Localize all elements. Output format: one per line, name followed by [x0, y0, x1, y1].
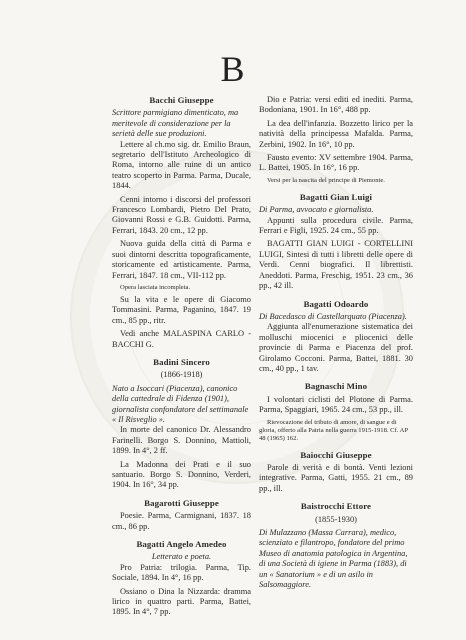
entry-heading: Badini Sincero	[153, 356, 210, 367]
entry-heading: Bagatti Gian Luigi	[299, 191, 373, 202]
entry-work: Fausto evento: XV settembre 1904. Parma, L. Battei, 1905. In 16°, 16 pp.	[259, 153, 413, 173]
entry-continuation	[259, 95, 413, 185]
entry-description: Di Parma, avvocato e giornalista.	[259, 205, 374, 215]
entry	[259, 192, 413, 292]
entry-heading: Bagarotti Giuseppe	[144, 497, 219, 508]
entry	[259, 299, 413, 375]
entry-work: Ossiano o Dina la Nizzarda: dramma lirico in quattro parti. Parma, Battei, 1895. In 4°, 7 pp.	[112, 586, 251, 617]
entry-work: Parole di verità e di bontà. Venti lezioni integrative. Parma, Gatti, 1955. 21 cm., 89 pp., ill.	[259, 462, 413, 493]
right-column	[259, 95, 413, 597]
entry-work: Aggiunta all'enumerazione sistematica dei molluschi miocenici e pliocenici delle provincie di Parma e Piacenza del prof. Girolamo Cocconi. Parma, Battei, 1881. 30 cm., 40 pp., 1 tav.	[259, 322, 413, 373]
entry-note: Opera lasciata incompleta.	[120, 283, 191, 291]
entry	[259, 501, 413, 590]
entry-heading: Baiocchi Giuseppe	[300, 449, 372, 460]
entry-work: Cenni intorno i discorsi del professori Francesco Lombardi, Pietro Del Prato, Giovanni Rossi e G.B. Guidotti. Parma, Ferrari, 1843. 20 cm., 12 pp.	[112, 194, 251, 235]
entry-work: Pro Patria: trilogia. Parma, Tip. Sociale, 1894. In 4°, 16 pp.	[112, 562, 251, 583]
entry-work: La Madonna dei Prati e il suo santuario. Borgo S. Donnino, Verderi, 1904. In 16°, 34 pp.	[112, 459, 251, 490]
entry	[259, 450, 413, 495]
entry	[112, 498, 251, 532]
entry-work: La dea dell'infanzia. Bozzetto lirico per la natività della principessa Mafalda. Parma, Zerbini, 1902. In 16°, 10 pp.	[259, 118, 413, 149]
entry-heading: Baistrocchi Ettore	[300, 501, 372, 512]
entry-work: In morte del canonico Dr. Alessandro Farinelli. Borgo S. Donnino, Mattioli, 1899. In 4°, 2 ff.	[112, 425, 251, 456]
entry-note: Versi per la nascita del principe di Piemonte.	[267, 176, 385, 184]
entry-work: Dio e Patria: versi editi ed inediti. Parma, Bodoniana, 1901. In 16°, 488 pp.	[259, 95, 413, 115]
entry-description: Scrittore parmigiano dimenticato, ma meritevole di considerazione per la serietà delle sue produzioni.	[112, 108, 239, 139]
entry-work: Appunti sulla procedura civile. Parma, Ferrari e Figli, 1925. 24 cm., 55 pp.	[259, 215, 413, 236]
entry-work: I volontari ciclisti del Plotone di Parma. Parma, Spaggiari, 1965. 24 cm., 53 pp., ill.	[259, 394, 413, 415]
entry	[112, 357, 251, 491]
entry-work: Su la vita e le opere di Giacomo Tommasini. Parma, Paganino, 1847. 19 cm., 85 pp., ritr.	[112, 294, 251, 325]
entry-work: Lettere al ch.mo sig. dr. Emilio Braun, segretario dell'Istituto Archeologico di Roma, intorno alle ruine di un antico teatro scoperto in Parma. Parma, Ducale, 1844.	[112, 139, 251, 191]
entry-dates: (1855-1930)	[315, 514, 357, 524]
entry	[112, 95, 251, 350]
entry-description: Di Mulazzano (Massa Carrara), medico, scienziato e filantropo, fondatore del primo Museo di anatomia patologica in Argentina, di una Società di igiene in Parma (1883), di un « Sanatorium » e di un asilo in Salsomaggiore.	[259, 528, 408, 590]
entry-cross-reference: Vedi anche MALASPINA CARLO - BACCHI G.	[112, 329, 251, 349]
entry-description: Di Bacedasco di Castellarquato (Piacenza).	[259, 311, 407, 321]
entry-work: Poesie. Parma, Carmignani, 1837. 18 cm., 86 pp.	[112, 511, 251, 531]
section-letter: B	[220, 49, 246, 89]
entry-description: Letterato e poeta.	[151, 552, 212, 562]
entry-heading: Bacchi Giuseppe	[149, 95, 214, 105]
entry	[259, 381, 413, 442]
entry-heading: Bagatti Angelo Amedeo	[136, 539, 227, 550]
entry-work: Nuova guida della città di Parma e suoi dintorni descritta topograficamente, storicamente ed artisticamente. Parma, Ferrari, 1847. 18 cm., VII-112 pp.	[112, 239, 251, 280]
entry-description: Nato a Isoccari (Piacenza), canonico della cattedrale di Fidenza (1901), giornalista confondatore del settimanale « Il Risveglio ».	[112, 383, 249, 424]
entry-work: BAGATTI GIAN LUIGI - CORTELLINI LUIGI, Sintesi di tutti i libretti delle opere di Verdi. Cenni biografici. Il librettisti. Aneddoti. Parma, Freschig, 1951. 23 cm., 36 pp., 42 ill.	[259, 239, 413, 291]
left-column	[112, 95, 251, 625]
entry-heading: Bagnaschi Mino	[304, 381, 368, 392]
entry	[112, 539, 251, 618]
entry-heading: Bagatti Odoardo	[303, 298, 369, 309]
entry-dates: (1866-1918)	[160, 370, 203, 380]
entry-note: Rievocazione del tributo di amore, di sangue e di gloria, offerto alla Patria nella guerra 1915-1918. Cf. AP 48 (1965) 162.	[259, 418, 408, 442]
